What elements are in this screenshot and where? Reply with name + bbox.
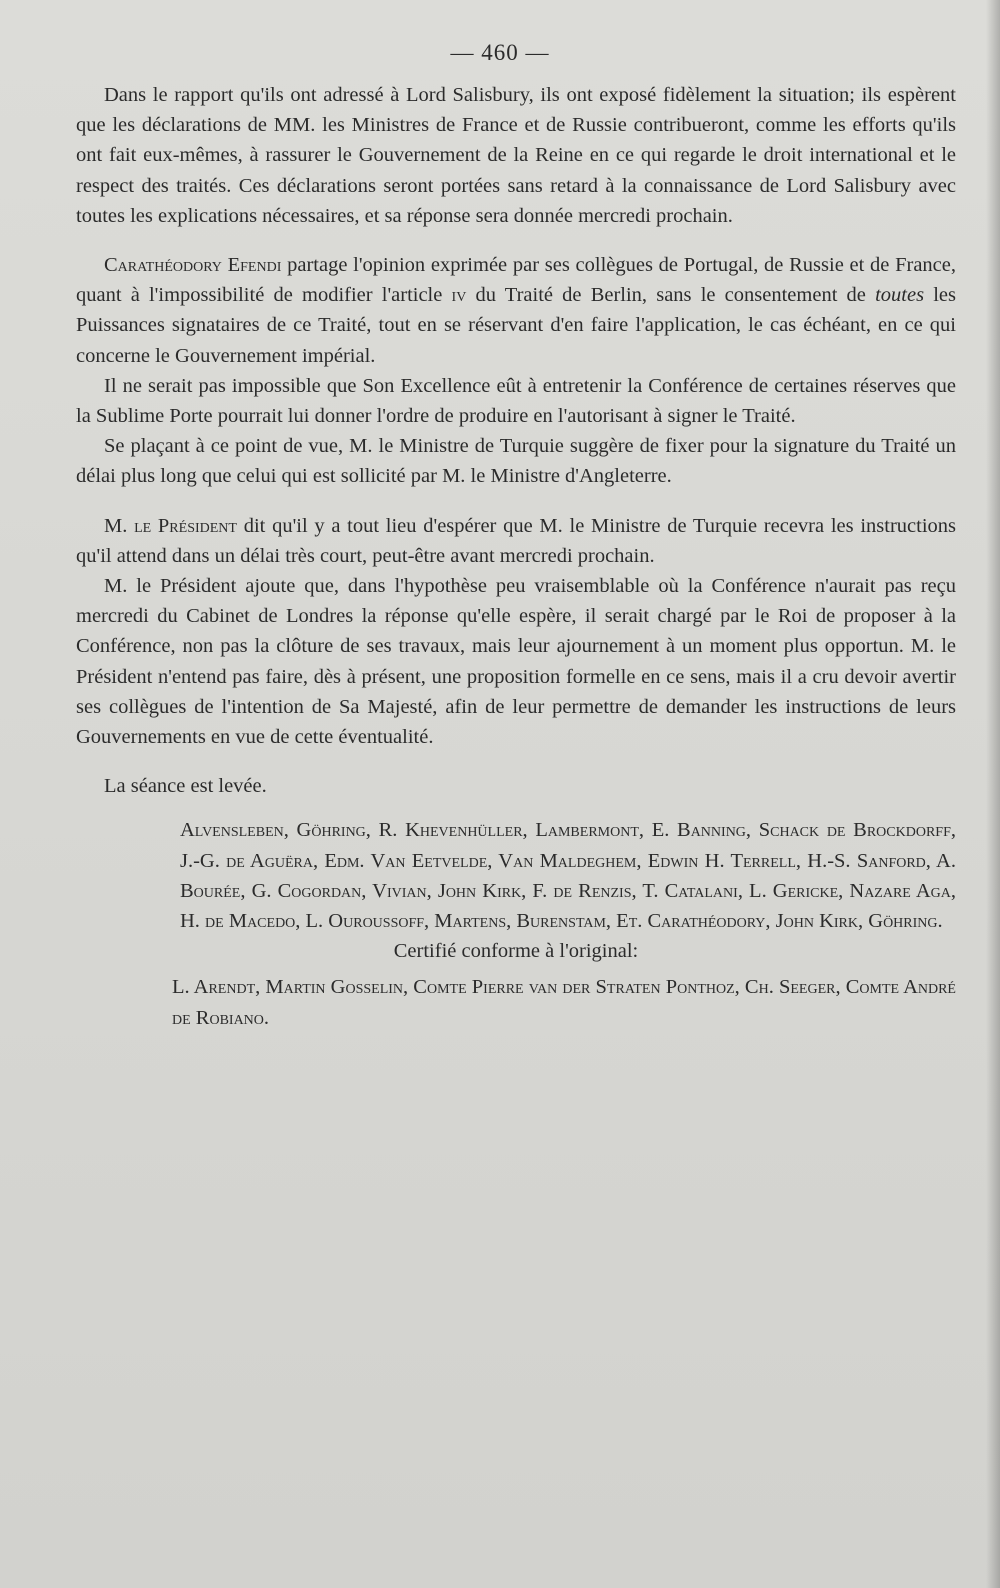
paragraph-caratheodory bbox=[76, 250, 956, 371]
page-edge-shadow bbox=[986, 0, 1000, 1588]
paragraph-turquie: Se plaçant à ce point de vue, M. le Ministre de Turquie suggère de fixer pour la signature du Traité un délai plus long que celui qui est sollicité par M. le Ministre d'Angleterre. bbox=[76, 435, 956, 488]
paragraph-reserves: Il ne serait pas impossible que Son Excellence eût à entretenir la Conférence de certaines réserves que la Sublime Porte pourrait lui donner l'ordre de produire en l'autorisant à signer le Traité. bbox=[76, 374, 956, 428]
paragraph-president-adds: M. le Président ajoute que, dans l'hypothèse peu vraisemblable où la Conférence n'aurait pas reçu mercredi du Cabinet de Londres la réponse qu'elle espère, il serait chargé par le Roi de proposer à la Conférence, non pas la clôture de ses travaux, mais leur ajournement à un moment plus opportun. M. le Président n'entend pas faire, dès à présent, une proposition formelle en ce sens, mais il a cru devoir avertir ses collègues de l'intention de Sa Majesté, afin de leur permettre de demander les instructions de leurs Gouvernements en vue de cette éventualité. bbox=[76, 575, 956, 749]
paragraph-text: les Puissances signataires de ce Traité, tout en se réservant d'en faire l'application, le cas échéant, en ce qui concerne le Gouvernement impérial. bbox=[76, 284, 956, 367]
paragraph-text: M. bbox=[104, 514, 135, 537]
emphasis-text: toutes bbox=[875, 284, 925, 307]
paragraph-president bbox=[76, 511, 956, 571]
paragraph-gap bbox=[76, 231, 956, 250]
speaker-name: Carathéodory Efendi bbox=[104, 254, 282, 277]
certifiers-list: L. Arendt, Martin Gosselin, Comte Pierre van der Straten Ponthoz, Ch. Seeger, Comte André de Robiano. bbox=[172, 976, 956, 1029]
article-number: iv bbox=[451, 284, 467, 307]
speaker-name: le Président bbox=[134, 514, 237, 537]
paragraph-text: du Traité de Berlin, sans le consentement de bbox=[466, 284, 876, 307]
paragraph-report: Dans le rapport qu'ils ont adressé à Lord Salisbury, ils ont exposé fidèlement la situation; ils espèrent que les déclarations de MM. les Ministres de France et de Russie contribueront, comme les efforts qu'ils ont fait eux-mêmes, à rassurer le Gouvernement de la Reine en ce qui regarde le droit international et le respect des traités. Ces déclarations seront portées sans retard à la connaissance de Lord Salisbury avec toutes les explications nécessaires, et sa réponse sera donnée mercredi prochain. bbox=[76, 84, 956, 227]
page-number: — 460 — bbox=[450, 40, 550, 65]
paragraph-text: dit qu'il y a tout lieu d'espérer que M. le Ministre de Turquie recevra les instructions qu'il attend dans un délai très court, peut-être avant mercredi prochain. bbox=[76, 514, 956, 567]
paragraph-text: partage l'opinion exprimée par ses collègues de Portugal, de Russie et de France, quant à l'impossibilité de modifier l'article bbox=[76, 254, 956, 307]
signatories-list: Alvensleben, Göhring, R. Khevenhüller, Lambermont, E. Banning, Schack de Brockdorff, J.-G. de Aguëra, Edm. Van Eetvelde, Van Maldeghem, Edwin H. Terrell, H.-S. Sanford, A. Bourée, G. Cogordan, Vivian, John Kirk, F. de Renzis, T. Catalani, L. Gericke, Nazare Aga, H. de Macedo, L. Ouroussoff, Martens, Burenstam, Et. Carathéodory, John Kirk, Göhring. bbox=[180, 819, 956, 933]
paragraph-seance-levee: La séance est levée. bbox=[104, 775, 267, 798]
certified-heading: Certifié conforme à l'original: bbox=[393, 940, 639, 963]
document-body bbox=[76, 80, 956, 1033]
paragraph-gap bbox=[76, 492, 956, 511]
paragraph-gap bbox=[76, 752, 956, 771]
